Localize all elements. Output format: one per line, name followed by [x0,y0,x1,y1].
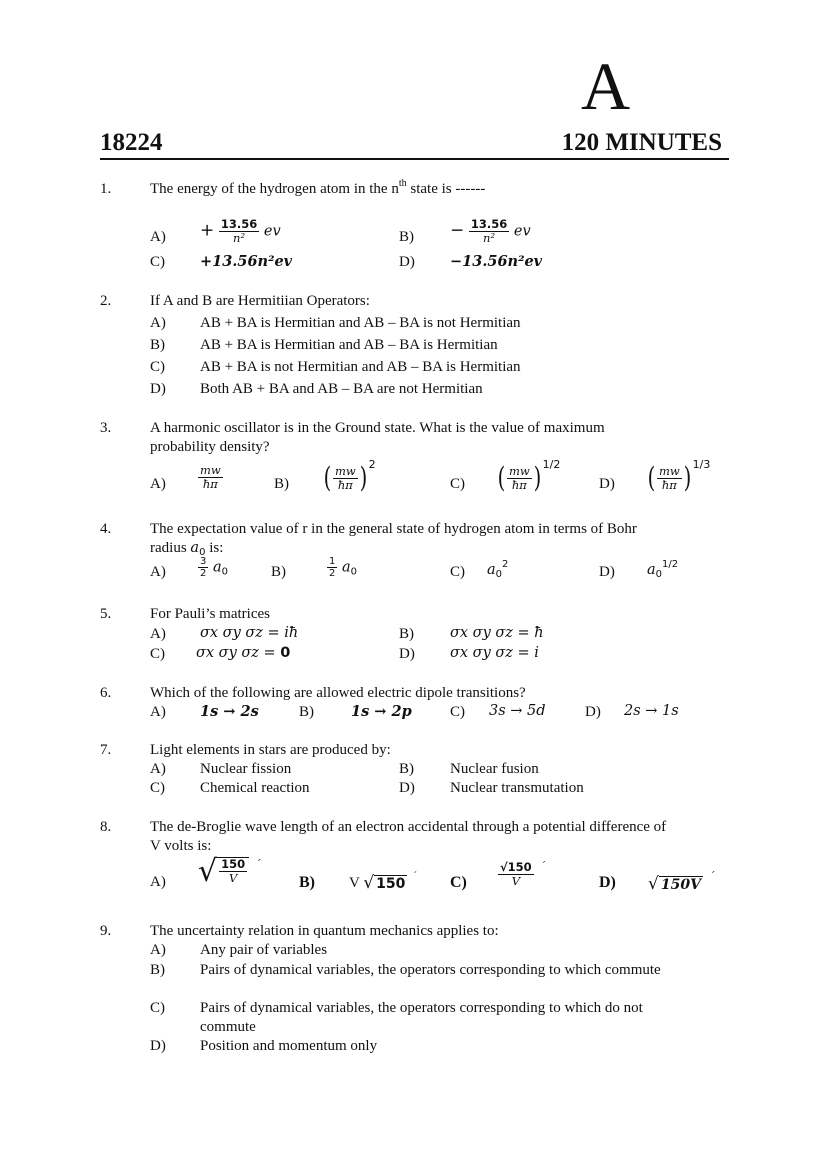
question-number: 8. [100,819,112,835]
option-label: D) [585,704,601,720]
sign: − [450,220,465,241]
denominator: ħπ [202,477,218,491]
option-b-formula [450,218,531,245]
option-label: B) [299,704,314,720]
question-stem: A harmonic oscillator is in the Ground state. What is the value of maximum [150,420,605,436]
question-stem: Which of the following are allowed electric dipole transitions? [150,685,526,701]
option-label: C) [450,874,467,891]
question-set-letter: A [581,48,631,124]
option-text: Nuclear transmutation [450,780,584,796]
variable: a [341,559,351,576]
stem-text: The energy of the hydrogen atom in the n [150,181,399,197]
variable: a [487,562,496,578]
numerator: mw [658,463,680,478]
bohr-radius-symbol: a [190,540,200,556]
question-number: 4. [100,521,112,537]
paper-code: 18224 [100,129,163,156]
option-text: Nuclear fission [200,761,292,777]
stem-text: is: [205,540,224,556]
denominator: V [228,871,238,885]
question-stem: If A and B are Hermitiian Operators: [150,293,370,309]
option-label: D) [599,564,615,580]
option-label: C) [150,780,165,796]
option-label: A) [150,229,166,245]
option-label: B) [299,874,315,891]
prime-mark: ´ [255,858,261,871]
option-d-formula: 2s → 1s [624,703,679,719]
question-number: 2. [100,293,112,309]
subscript: 0 [655,569,663,580]
question-number: 1. [100,181,112,197]
numerator: mw [200,463,221,477]
option-label: A) [150,564,166,580]
fraction [507,465,532,492]
fraction [219,858,247,885]
option-text-cont: commute [200,1019,256,1035]
prime-mark: ´ [413,870,418,882]
stem-text: radius [150,540,191,556]
option-label: D) [399,254,415,270]
option-b-formula: 1s → 2p [351,703,412,720]
square-root: √ 150V [648,873,701,894]
denominator: n² [483,231,496,245]
header-divider [100,158,729,160]
option-label: C) [150,646,165,662]
exponent: 1/2 [542,458,561,471]
numerator: mw [334,463,356,478]
exponent: 2 [368,458,376,471]
fraction [198,556,208,579]
option-text: Chemical reaction [200,780,310,796]
square-root: √ 150 [363,873,406,894]
option-c-formula: +13.56n²ev [200,253,293,270]
radicand: 150V [660,876,701,893]
question-number: 6. [100,685,112,701]
option-label: A) [150,942,166,958]
option-a-formula [200,218,281,245]
fraction [469,218,509,245]
lhs: σx σy σz = [450,645,535,661]
option-a-formula: 1s → 2s [200,703,259,720]
stem-text: state is ------ [406,181,486,197]
option-b-formula: ( $\frac{mw}{ħ\pi}$ ) $^2$ [323,458,376,494]
prefix: V [349,875,364,891]
option-c-formula [487,559,509,580]
option-label: D) [399,646,415,662]
option-a-formula [200,625,298,641]
option-b-formula [349,870,417,892]
option-b-formula [327,556,357,579]
fraction [498,861,534,888]
option-label: A) [150,874,166,890]
variable: a [212,559,222,576]
option-text: Nuclear fusion [450,761,539,777]
option-a-formula [198,556,228,579]
option-label: B) [150,962,165,978]
option-c-formula [196,645,290,661]
option-label: B) [271,564,286,580]
option-label: B) [399,229,414,245]
option-text: Pairs of dynamical variables, the operators corresponding to which do not [200,1000,643,1016]
fraction [657,465,682,492]
radicand: 150 [376,876,406,893]
unit: ev [513,223,531,240]
rhs: i [534,645,539,661]
option-text: AB + BA is Hermitian and AB – BA is Hermitian [200,337,498,353]
subscript: 0 [350,566,358,578]
option-label: C) [150,1000,165,1016]
option-label: C) [450,564,465,580]
option-text: Any pair of variables [200,942,328,958]
rhs: ħ [534,625,544,641]
option-c-formula: 3s → 5d [489,703,546,719]
option-a-formula [198,464,223,491]
question-number: 3. [100,420,112,436]
option-d-formula [647,559,679,580]
option-label: B) [150,337,165,353]
question-stem: For Pauli’s matrices [150,606,270,622]
lhs: σx σy σz = [450,625,535,641]
fraction [198,464,223,491]
numerator: 3 [200,556,207,567]
denominator: ħπ [511,477,527,492]
option-label: B) [274,476,289,492]
denominator: 2 [329,568,336,579]
prime-mark: ´ [539,860,546,873]
variable: a [647,562,656,578]
option-text: Both AB + BA and AB – BA are not Hermitian [200,381,483,397]
question-number: 5. [100,606,112,622]
option-label: D) [399,780,415,796]
denominator: V [511,873,520,888]
option-label: A) [150,761,166,777]
option-d-formula: −13.56n²ev [450,253,543,270]
exponent: 2 [502,559,509,570]
numerator: 13.56 [470,217,508,231]
option-label: A) [150,315,166,331]
option-label: C) [150,254,165,270]
option-label: D) [599,476,615,492]
unit: ev [263,223,281,240]
option-label: C) [150,359,165,375]
denominator: n² [233,231,246,245]
lhs: σx σy σz = [196,645,281,661]
option-c-formula: ( $\frac{mw}{ħ\pi}$ ) $^{1/2}$ [497,458,561,494]
numerator: 150 [221,857,246,871]
option-label: A) [150,476,166,492]
question-stem-cont: V volts is: [150,838,212,854]
option-b-formula [450,625,544,641]
fraction [327,556,337,579]
question-stem-cont: probability density? [150,439,270,455]
option-label: D) [150,381,166,397]
subscript: 0 [221,566,229,578]
numerator: √150 [500,859,532,874]
option-a-formula [198,854,261,889]
question-number: 7. [100,742,112,758]
option-text: AB + BA is Hermitian and AB – BA is not Hermitian [200,315,521,331]
denominator: 2 [200,568,207,579]
option-text: Pairs of dynamical variables, the operators corresponding to which commute [200,962,661,978]
exponent: 1/2 [662,559,679,570]
rhs: 0 [280,645,291,661]
lhs: σx σy σz = [200,625,285,641]
denominator: ħπ [337,477,353,492]
question-stem [150,180,485,199]
exponent: 1/3 [692,458,711,471]
option-d-formula [450,645,539,661]
question-stem: Light elements in stars are produced by: [150,742,391,758]
option-label: D) [150,1038,166,1054]
option-d-formula: ( $\frac{mw}{ħ\pi}$ ) $^{1/3}$ [647,458,711,494]
option-label: C) [450,476,465,492]
option-text: AB + BA is not Hermitian and AB – BA is Hermitian [200,359,521,375]
fraction [333,465,358,492]
question-stem: The uncertainty relation in quantum mechanics applies to: [150,923,499,939]
subscript: 0 [495,569,503,580]
question-number: 9. [100,923,112,939]
square-root: √ $\frac{150}{V}$ [198,857,249,887]
denominator: ħπ [661,477,677,492]
fraction [219,218,259,245]
numerator: 13.56 [220,217,258,231]
stem-superscript: th [398,178,407,189]
sign: + [200,220,215,241]
question-stem: The expectation value of r in the general state of hydrogen atom in terms of Bohr [150,521,637,537]
option-label: C) [450,704,465,720]
option-label: B) [399,626,414,642]
option-label: D) [599,874,616,891]
numerator: 1 [329,556,336,567]
option-label: A) [150,704,166,720]
option-label: A) [150,626,166,642]
exam-duration: 120 MINUTES [561,129,722,156]
option-label: B) [399,761,414,777]
option-text: Position and momentum only [200,1038,378,1054]
subscript: 0 [199,547,206,558]
prime-mark: ´ [708,870,715,883]
option-d-formula [648,870,714,893]
question-stem: The de-Broglie wave length of an electron accidental through a potential difference of [150,819,667,835]
numerator: mw [508,463,530,478]
option-c-formula [498,860,545,888]
rhs: iħ [284,625,299,641]
